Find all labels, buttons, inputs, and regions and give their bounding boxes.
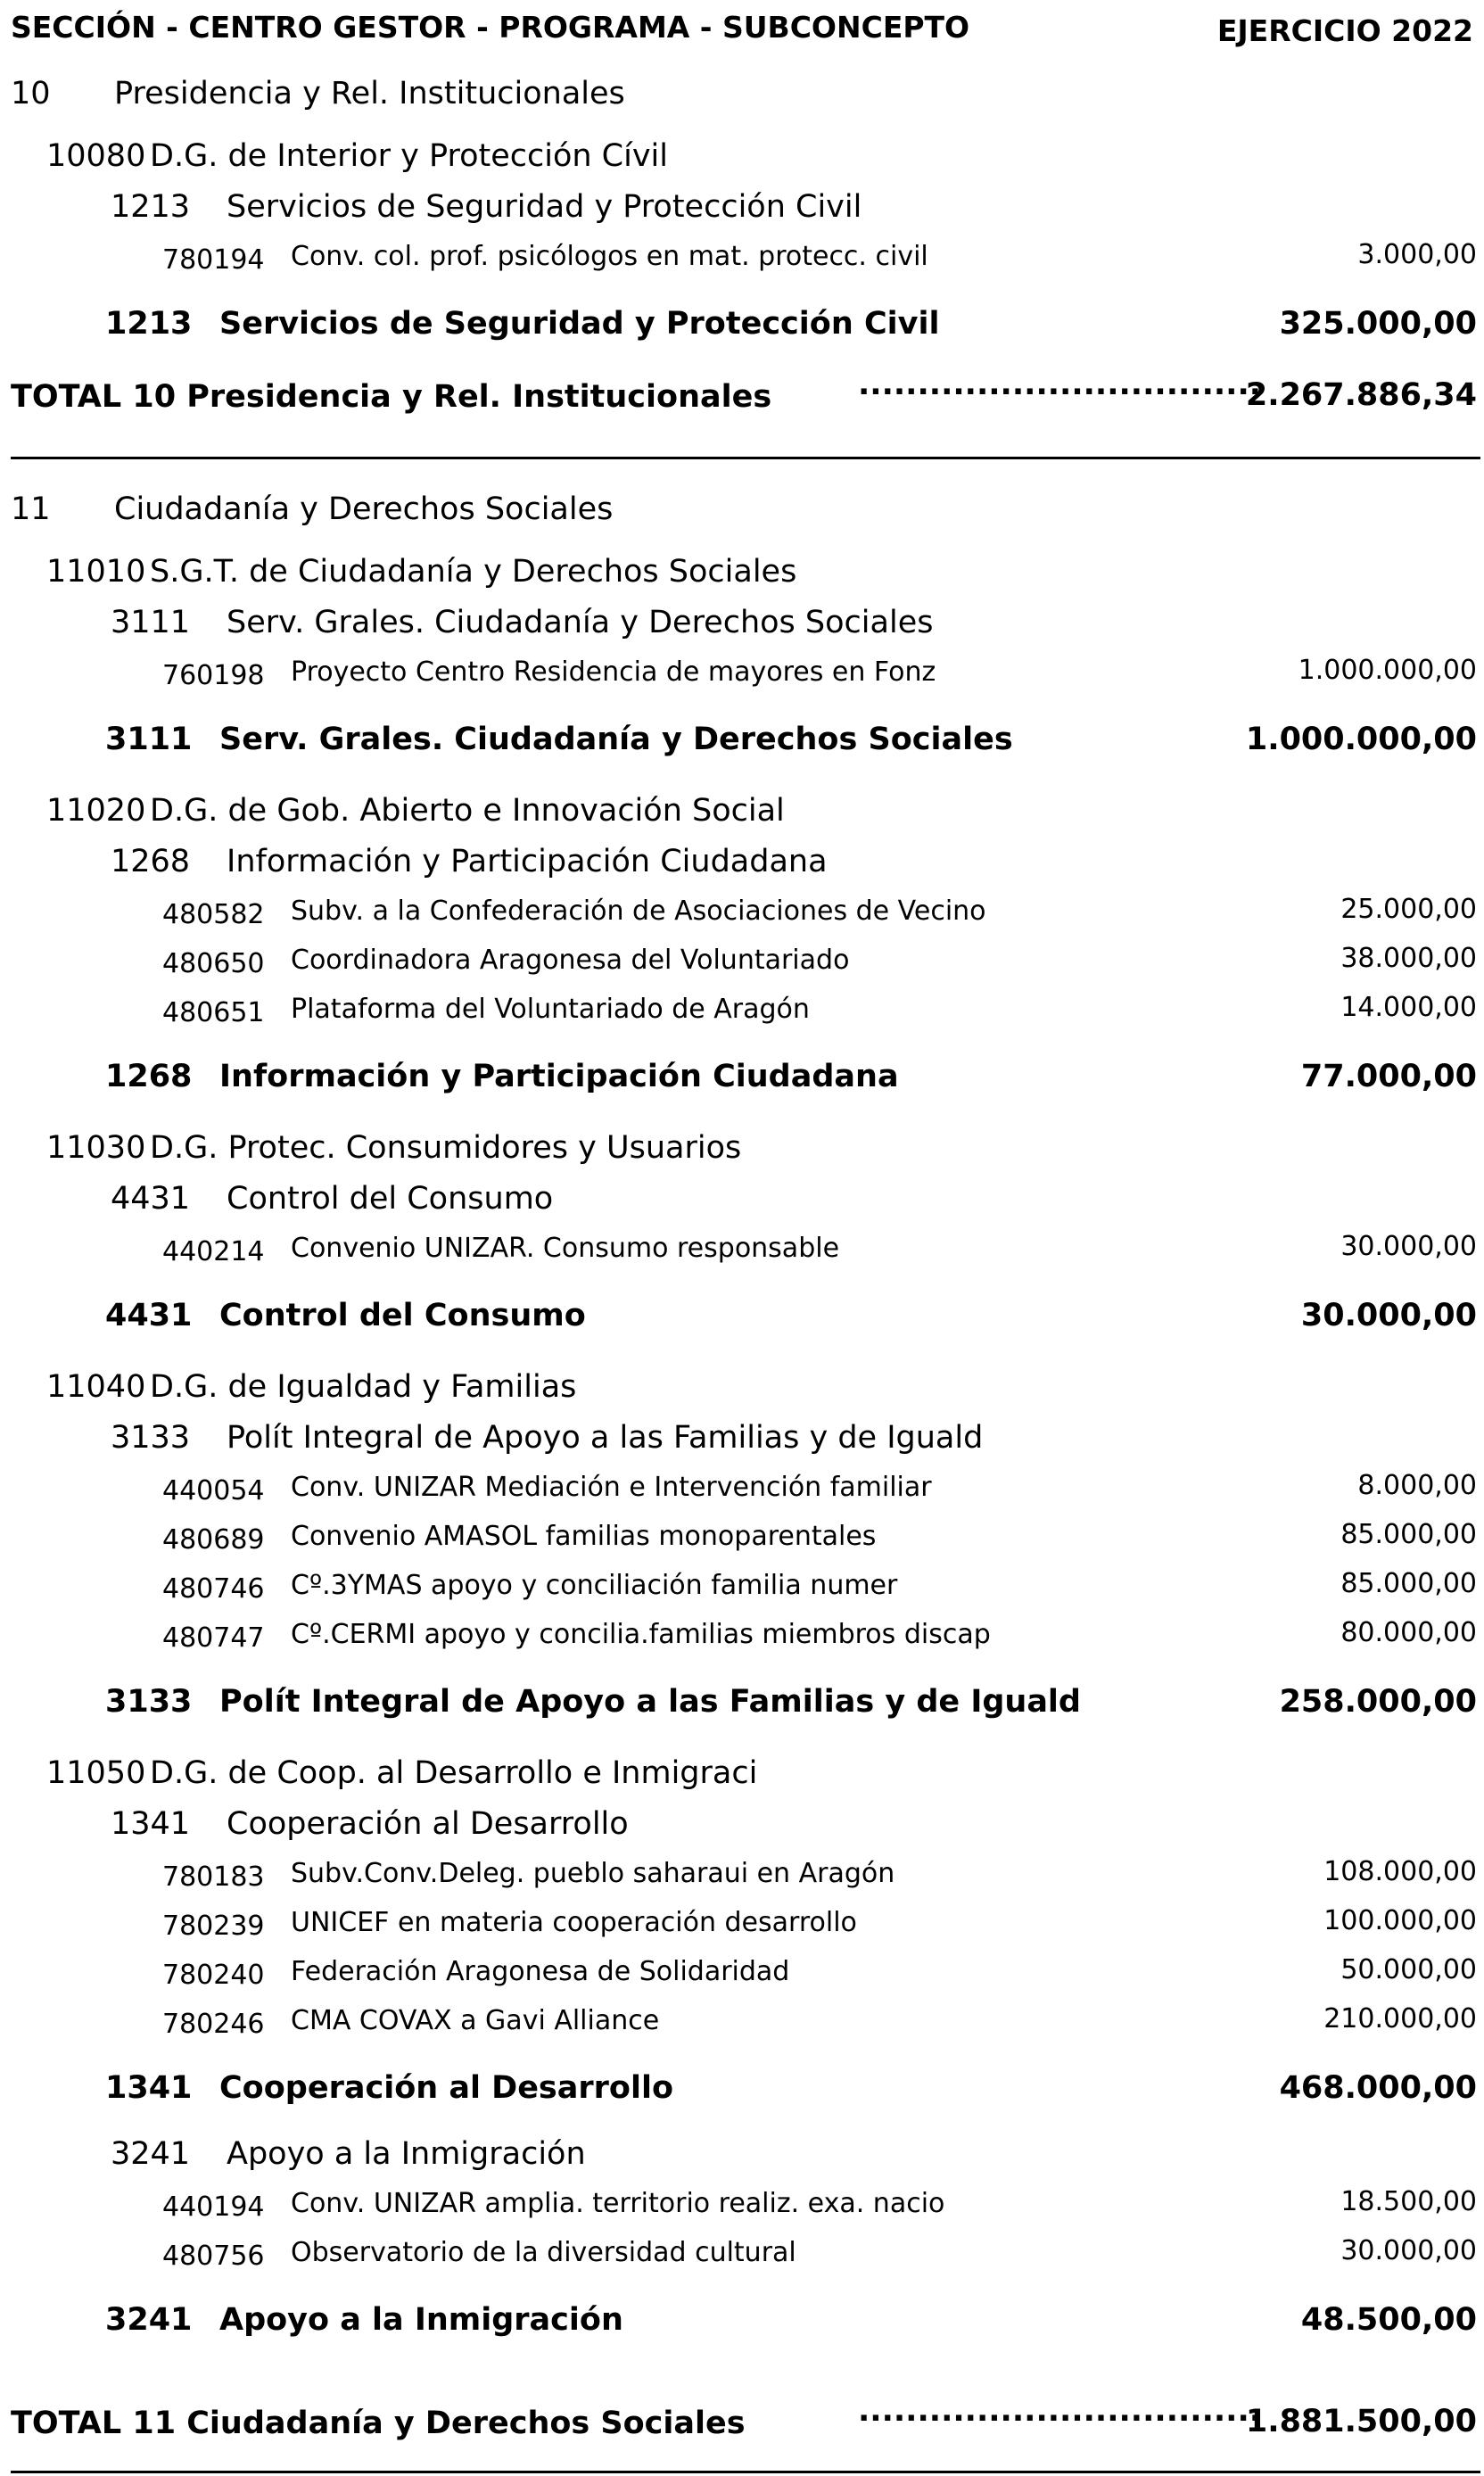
programa-total-code: 3133 [105, 1684, 193, 1720]
programa-total-name: Polít Integral de Apoyo a las Familias y de Iguald [219, 1684, 1081, 1720]
centro-code: 11050 [46, 1755, 146, 1791]
centro-code: 11040 [46, 1369, 146, 1405]
section-total-amount: 1.881.500,00 [1245, 2404, 1477, 2439]
centro-name: D.G. de Gob. Abierto e Innovación Social [150, 793, 785, 829]
item-amount: 85.000,00 [1340, 1568, 1477, 1599]
item-code: 480651 [162, 997, 265, 1028]
section-total-amount: 2.267.886,34 [1245, 377, 1477, 413]
centro-code: 11030 [46, 1130, 146, 1166]
programa-total-name: Información y Participación Ciudadana [219, 1059, 899, 1094]
item-desc: Cº.3YMAS apoyo y conciliación familia numer [291, 1570, 898, 1601]
programa-name: Serv. Grales. Ciudadanía y Derechos Sociales [227, 605, 934, 640]
item-code: 440194 [162, 2191, 265, 2223]
programa-total-amount: 77.000,00 [1300, 1059, 1477, 1094]
item-code: 760198 [162, 660, 265, 691]
item-code: 780194 [162, 244, 265, 276]
programa-total-code: 4431 [105, 1298, 193, 1333]
item-amount: 30.000,00 [1340, 2235, 1477, 2266]
item-code: 440214 [162, 1236, 265, 1267]
item-code: 480747 [162, 1622, 265, 1654]
programa-name: Polít Integral de Apoyo a las Familias y de Iguald [227, 1420, 984, 1456]
section-total-label: TOTAL 10 Presidencia y Rel. Institucionales [11, 379, 772, 415]
centro-name: D.G. de Interior y Protección Cívil [150, 138, 669, 174]
item-code: 440054 [162, 1475, 265, 1506]
item-desc: Conv. col. prof. psicólogos en mat. protecc. civil [291, 241, 928, 272]
programa-code: 1213 [111, 189, 191, 225]
item-code: 780239 [162, 1911, 265, 1942]
programa-total-code: 3111 [105, 722, 193, 757]
item-desc: Coordinadora Aragonesa del Voluntariado [291, 945, 850, 976]
header-title: SECCIÓN - CENTRO GESTOR - PROGRAMA - SUBCONCEPTO [11, 10, 970, 45]
item-desc: Proyecto Centro Residencia de mayores en Fonz [291, 656, 936, 688]
centro-name: D.G. de Coop. al Desarrollo e Inmigraci [150, 1755, 758, 1791]
section-name: Presidencia y Rel. Institucionales [114, 76, 625, 111]
item-amount: 108.000,00 [1323, 1856, 1477, 1887]
item-amount: 50.000,00 [1340, 1954, 1477, 1985]
item-desc: Convenio AMASOL familias monoparentales [291, 1521, 877, 1552]
programa-total-code: 3241 [105, 2302, 193, 2338]
item-amount: 25.000,00 [1340, 894, 1477, 925]
item-code: 480689 [162, 1524, 265, 1556]
item-code: 780246 [162, 2009, 265, 2040]
centro-name: S.G.T. de Ciudadanía y Derechos Sociales [150, 554, 797, 590]
item-amount: 1.000.000,00 [1298, 655, 1477, 686]
section-divider [11, 457, 1480, 459]
item-desc: UNICEF en materia cooperación desarrollo [291, 1907, 857, 1938]
header-year: EJERCICIO 2022 [1216, 13, 1473, 48]
item-code: 480756 [162, 2241, 265, 2272]
programa-total-amount: 325.000,00 [1279, 306, 1477, 342]
item-code: 480582 [162, 899, 265, 930]
item-desc: Federación Aragonesa de Solidaridad [291, 1956, 790, 1987]
item-amount: 210.000,00 [1323, 2003, 1477, 2034]
item-desc: Observatorio de la diversidad cultural [291, 2237, 796, 2268]
programa-total-name: Control del Consumo [219, 1298, 586, 1333]
item-amount: 85.000,00 [1340, 1519, 1477, 1550]
item-desc: Cº.CERMI apoyo y concilia.familias miembros discap [291, 1619, 991, 1650]
centro-code: 10080 [46, 138, 146, 174]
item-amount: 30.000,00 [1340, 1231, 1477, 1262]
programa-total-code: 1268 [105, 1059, 193, 1094]
programa-total-name: Serv. Grales. Ciudadanía y Derechos Sociales [219, 722, 1013, 757]
programa-code: 3111 [111, 605, 191, 640]
item-desc: Convenio UNIZAR. Consumo responsable [291, 1233, 840, 1264]
item-desc: Conv. UNIZAR amplia. territorio realiz. exa. nacio [291, 2188, 945, 2219]
programa-total-amount: 30.000,00 [1300, 1298, 1477, 1333]
centro-name: D.G. de Igualdad y Familias [150, 1369, 577, 1405]
section-code: 11 [11, 491, 51, 527]
item-desc: CMA COVAX a Gavi Alliance [291, 2005, 660, 2036]
programa-name: Servicios de Seguridad y Protección Civil [227, 189, 862, 225]
programa-total-amount: 468.000,00 [1279, 2070, 1477, 2106]
programa-total-code: 1213 [105, 306, 193, 342]
item-amount: 8.000,00 [1357, 1470, 1477, 1501]
item-amount: 14.000,00 [1340, 992, 1477, 1023]
programa-code: 4431 [111, 1181, 191, 1217]
programa-code: 1268 [111, 844, 191, 879]
section-total-dots: .................................. [858, 2393, 1262, 2429]
programa-total-amount: 48.500,00 [1300, 2302, 1477, 2338]
item-code: 780240 [162, 1960, 265, 1991]
item-desc: Subv.Conv.Deleg. pueblo saharaui en Aragón [291, 1858, 895, 1889]
programa-total-name: Cooperación al Desarrollo [219, 2070, 673, 2106]
programa-total-amount: 258.000,00 [1279, 1684, 1477, 1720]
section-divider [11, 2471, 1480, 2473]
item-amount: 3.000,00 [1357, 239, 1477, 270]
item-code: 480746 [162, 1573, 265, 1605]
centro-code: 11020 [46, 793, 146, 829]
section-code: 10 [11, 76, 51, 111]
programa-name: Cooperación al Desarrollo [227, 1806, 629, 1842]
programa-code: 3133 [111, 1420, 191, 1456]
item-desc: Plataforma del Voluntariado de Aragón [291, 994, 810, 1025]
programa-name: Apoyo a la Inmigración [227, 2136, 586, 2172]
item-amount: 38.000,00 [1340, 943, 1477, 974]
programa-total-amount: 1.000.000,00 [1245, 722, 1477, 757]
programa-name: Información y Participación Ciudadana [227, 844, 828, 879]
section-name: Ciudadanía y Derechos Sociales [114, 491, 614, 527]
item-desc: Conv. UNIZAR Mediación e Intervención familiar [291, 1472, 932, 1503]
programa-code: 1341 [111, 1806, 191, 1842]
programa-total-name: Servicios de Seguridad y Protección Civil [219, 306, 940, 342]
programa-name: Control del Consumo [227, 1181, 554, 1217]
programa-total-name: Apoyo a la Inmigración [219, 2302, 623, 2338]
item-amount: 80.000,00 [1340, 1617, 1477, 1648]
item-amount: 18.500,00 [1340, 2186, 1477, 2217]
programa-total-code: 1341 [105, 2070, 193, 2106]
item-amount: 100.000,00 [1323, 1905, 1477, 1936]
centro-name: D.G. Protec. Consumidores y Usuarios [150, 1130, 742, 1166]
centro-code: 11010 [46, 554, 146, 590]
programa-code: 3241 [111, 2136, 191, 2172]
item-code: 480650 [162, 948, 265, 979]
section-total-dots: .................................. [858, 367, 1262, 402]
section-total-label: TOTAL 11 Ciudadanía y Derechos Sociales [11, 2406, 746, 2441]
item-desc: Subv. a la Confederación de Asociaciones de Vecino [291, 895, 986, 927]
item-code: 780183 [162, 1861, 265, 1893]
